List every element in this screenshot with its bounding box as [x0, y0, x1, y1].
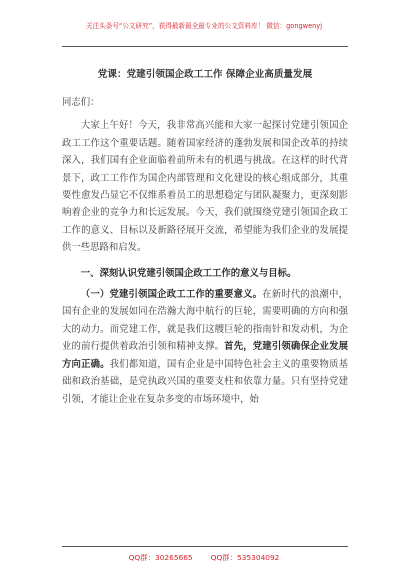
document-title: 党课：党建引领国企政工工作 保障企业高质量发展 — [97, 69, 313, 80]
footer-divider — [62, 546, 348, 547]
subsection-text-a: 在新时代的浪潮中，国有企业的发展如同在浩瀚大海中航行的巨轮，需要明确的方向和强大的动力。而党建工作，就是我们这艘巨轮的指南针和发动机，为企业的前行提供着政治引领和精神支撑。 — [62, 289, 348, 353]
intro-paragraph: 大家上午好！今天，我非常高兴能和大家一起探讨党建引领国企政工工作这个重要话题。随着国家经济的蓬勃发展和国企改革的持续深入，我们国有企业面临着前所未有的机遇与挑战。在这样的时代背景下，政工工作作为国企内部管理和文化建设的核心组成部分，其重要性愈发凸显它不仅维系着员工的思想稳定与团队凝聚力，更深刻影响着企业的竞争力和长远发展。今天，我们就围绕党建引领国企政工工作的意义、目标以及新路径展开交流，希望能为我们企业的发展提供一些思路和启发。 — [62, 120, 348, 254]
footer-qq-group-1: QQ群：30265665 — [128, 553, 193, 562]
footer-qq-group-2: QQ群：535304092 — [210, 553, 280, 562]
header-divider — [62, 46, 348, 47]
header-banner: 关注头条号“公文研究”，获得最新最全最专业的公文资料库！ 微信：gongwenyj — [85, 22, 323, 30]
subsection-heading-1: （一）党建引领国企政工工作的重要意义。 — [80, 289, 263, 301]
footer — [0, 552, 408, 563]
section-heading-1: 一、深刻认识党建引领国企政工工作的意义与目标。 — [80, 267, 297, 279]
subsection-text-c: 我们都知道，国有企业是中国特色社会主义的重要物质基础和政治基础，是党执政兴国的重要支柱和依靠力量。只有坚持党建引领，才能让企业在复杂多变的市场环境中，始 — [62, 358, 348, 405]
subsection-paragraph-1 — [62, 286, 348, 408]
document-body — [62, 94, 348, 408]
salutation: 同志们： — [62, 97, 100, 108]
subsection-bold-sentence: 首先，党建引领确保企业发展方向正确。 — [62, 341, 348, 370]
